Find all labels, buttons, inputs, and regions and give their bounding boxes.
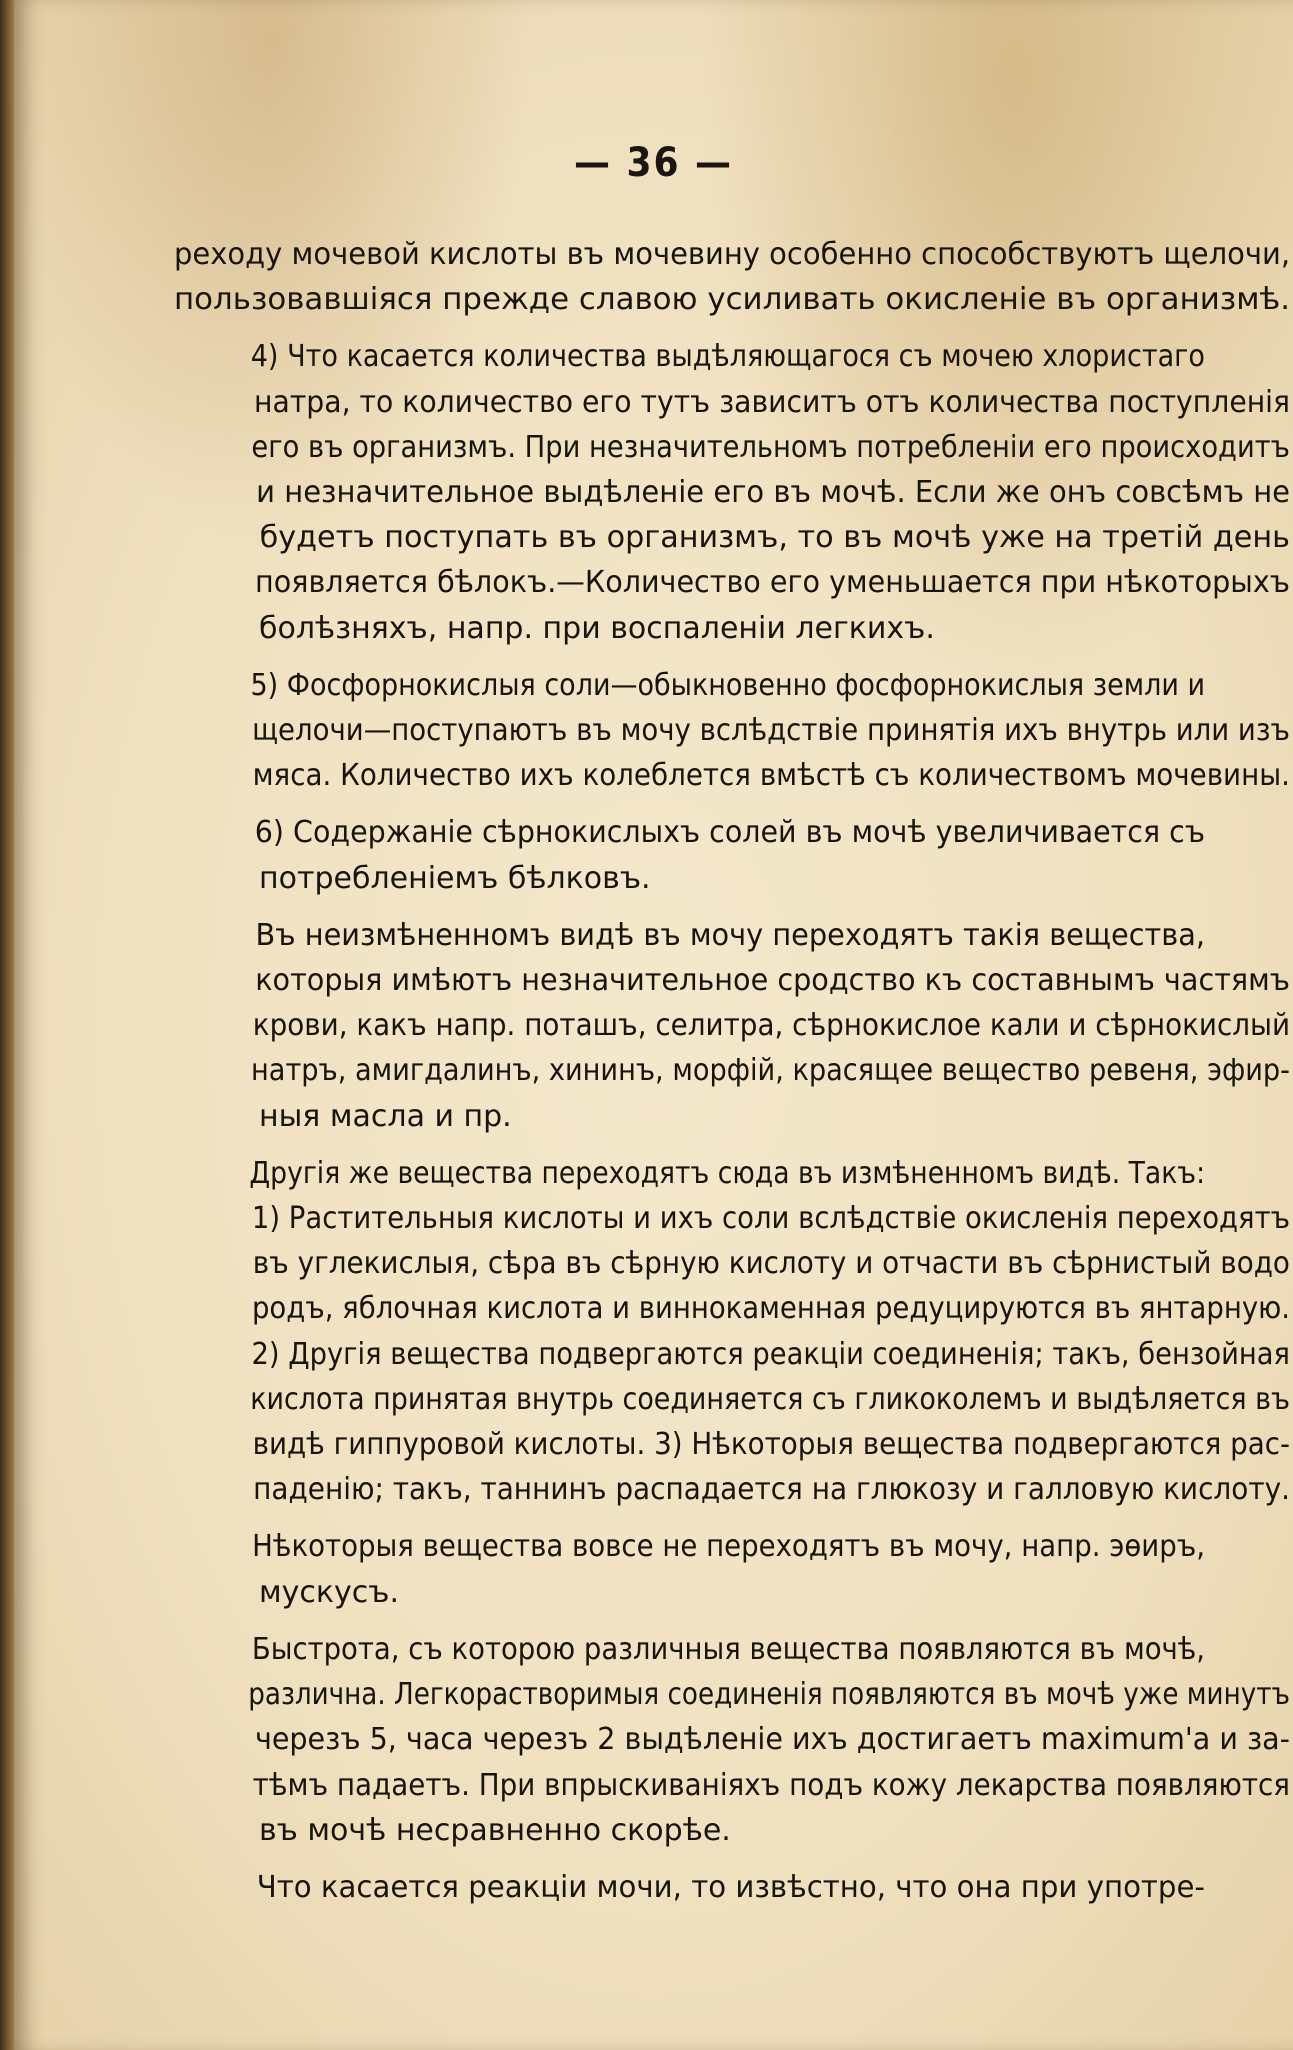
text-line: родъ, яблочная кислота и виннокаменная редуцируются въ янтарную. xyxy=(251,1291,1291,1327)
text-line: Нѣкоторыя вещества вовсе не переходятъ въ мочу, напр. эѳиръ, xyxy=(252,1529,1205,1565)
paragraph xyxy=(174,232,1290,322)
text-line: Другія же вещества переходятъ сюда въ измѣненномъ видѣ. Такъ: xyxy=(249,1155,1206,1191)
text-line: 5) Фосфорнокислыя соли—обыкновенно фосфорнокислыя земли и xyxy=(250,667,1205,703)
book-binding-edge xyxy=(0,0,14,2050)
text-line: 2) Другія вещества подвергаются реакціи соединенія; такъ, бензойная xyxy=(251,1336,1291,1372)
book-page xyxy=(14,0,1293,2050)
paragraph xyxy=(174,334,1290,650)
body-text xyxy=(174,232,1290,1922)
text-line: мускусъ. xyxy=(259,1574,399,1610)
text-line: Въ неизмѣненномъ видѣ въ мочу переходятъ такія вещества, xyxy=(255,917,1206,953)
text-line: крови, какъ напр. поташъ, селитра, сѣрнокислое кали и сѣрнокислый xyxy=(252,1008,1291,1044)
paragraph xyxy=(174,1151,1290,1513)
text-line: различна. Легкорастворимыя соединенія появляются въ мочѣ уже минутъ xyxy=(248,1677,1290,1713)
text-line: ныя масла и пр. xyxy=(259,1098,512,1134)
text-line: болѣзняхъ, напр. при воспаленіи легкихъ. xyxy=(259,610,935,646)
text-line: натра, то количество его тутъ зависитъ отъ количества поступленія xyxy=(254,384,1291,420)
text-line: пользовавшіяся прежде славою усиливать окисленіе въ организмѣ. xyxy=(174,282,1291,318)
text-line: потребленіемъ бѣлковъ. xyxy=(259,860,651,896)
text-line: въ мочѣ несравненно скорѣе. xyxy=(259,1812,731,1848)
text-line: реходу мочевой кислоты въ мочевину особенно способствуютъ щелочи, xyxy=(174,237,1291,272)
text-line: мяса. Количество ихъ колеблется вмѣстѣ съ количествомъ мочевины. xyxy=(252,758,1290,794)
page-number: — 36 — xyxy=(573,140,734,186)
text-line: въ углекислыя, сѣра въ сѣрную кислоту и отчасти въ сѣрнистый водо xyxy=(252,1246,1290,1282)
text-line: щелочи—поступаютъ въ мочу вслѣдствіе принятія ихъ внутрь или изъ xyxy=(252,713,1290,749)
paragraph xyxy=(174,1524,1290,1614)
text-line: появляется бѣлокъ.—Количество его уменьшается при нѣкоторыхъ xyxy=(255,565,1291,601)
text-line: кислота принятая внутрь соединяется съ гликоколемъ и выдѣляется въ xyxy=(250,1381,1291,1417)
paragraph xyxy=(174,663,1290,799)
text-line: его въ организмъ. При незначительномъ потребленіи его происходитъ xyxy=(251,429,1290,465)
text-line: 1) Растительныя кислоты и ихъ соли вслѣдствіе окисленія переходятъ xyxy=(251,1201,1291,1237)
text-line: Что касается реакціи мочи, то извѣстно, что она при употре- xyxy=(256,1869,1205,1905)
text-line: Быстрота, съ которою различныя вещества появляются въ мочѣ, xyxy=(251,1631,1205,1667)
text-line: тѣмъ падаетъ. При впрыскиваніяхъ подъ кожу лекарства появляются xyxy=(252,1767,1290,1803)
paragraph xyxy=(174,1627,1290,1853)
text-line: будетъ поступать въ организмъ, то въ мочѣ уже на третій день xyxy=(259,520,1290,556)
text-line: которыя имѣютъ незначительное сродство къ составнымъ частямъ xyxy=(255,963,1291,999)
text-line: и незначительное выдѣленіе его въ мочѣ. Если же онъ совсѣмъ не xyxy=(256,475,1291,511)
text-line: видѣ гиппуровой кислоты. 3) Нѣкоторыя вещества подвергаются рас- xyxy=(252,1427,1290,1463)
paragraph xyxy=(174,810,1290,900)
paragraph xyxy=(174,1865,1290,1910)
text-line: 6) Содержаніе сѣрнокислыхъ солей въ мочѣ увеличивается съ xyxy=(254,815,1205,851)
text-line: черезъ 5, часа черезъ 2 выдѣленіе ихъ достигаетъ maximum'a и за- xyxy=(254,1722,1290,1758)
text-line: натръ, амигдалинъ, хининъ, морфій, красящее вещество ревеня, эфир- xyxy=(251,1053,1290,1089)
text-line: 4) Что касается количества выдѣляющагося съ мочею хлористаго xyxy=(250,339,1205,375)
text-line: паденію; такъ, таннинъ распадается на глюкозу и галловую кислоту. xyxy=(253,1472,1291,1508)
paragraph xyxy=(174,913,1290,1139)
